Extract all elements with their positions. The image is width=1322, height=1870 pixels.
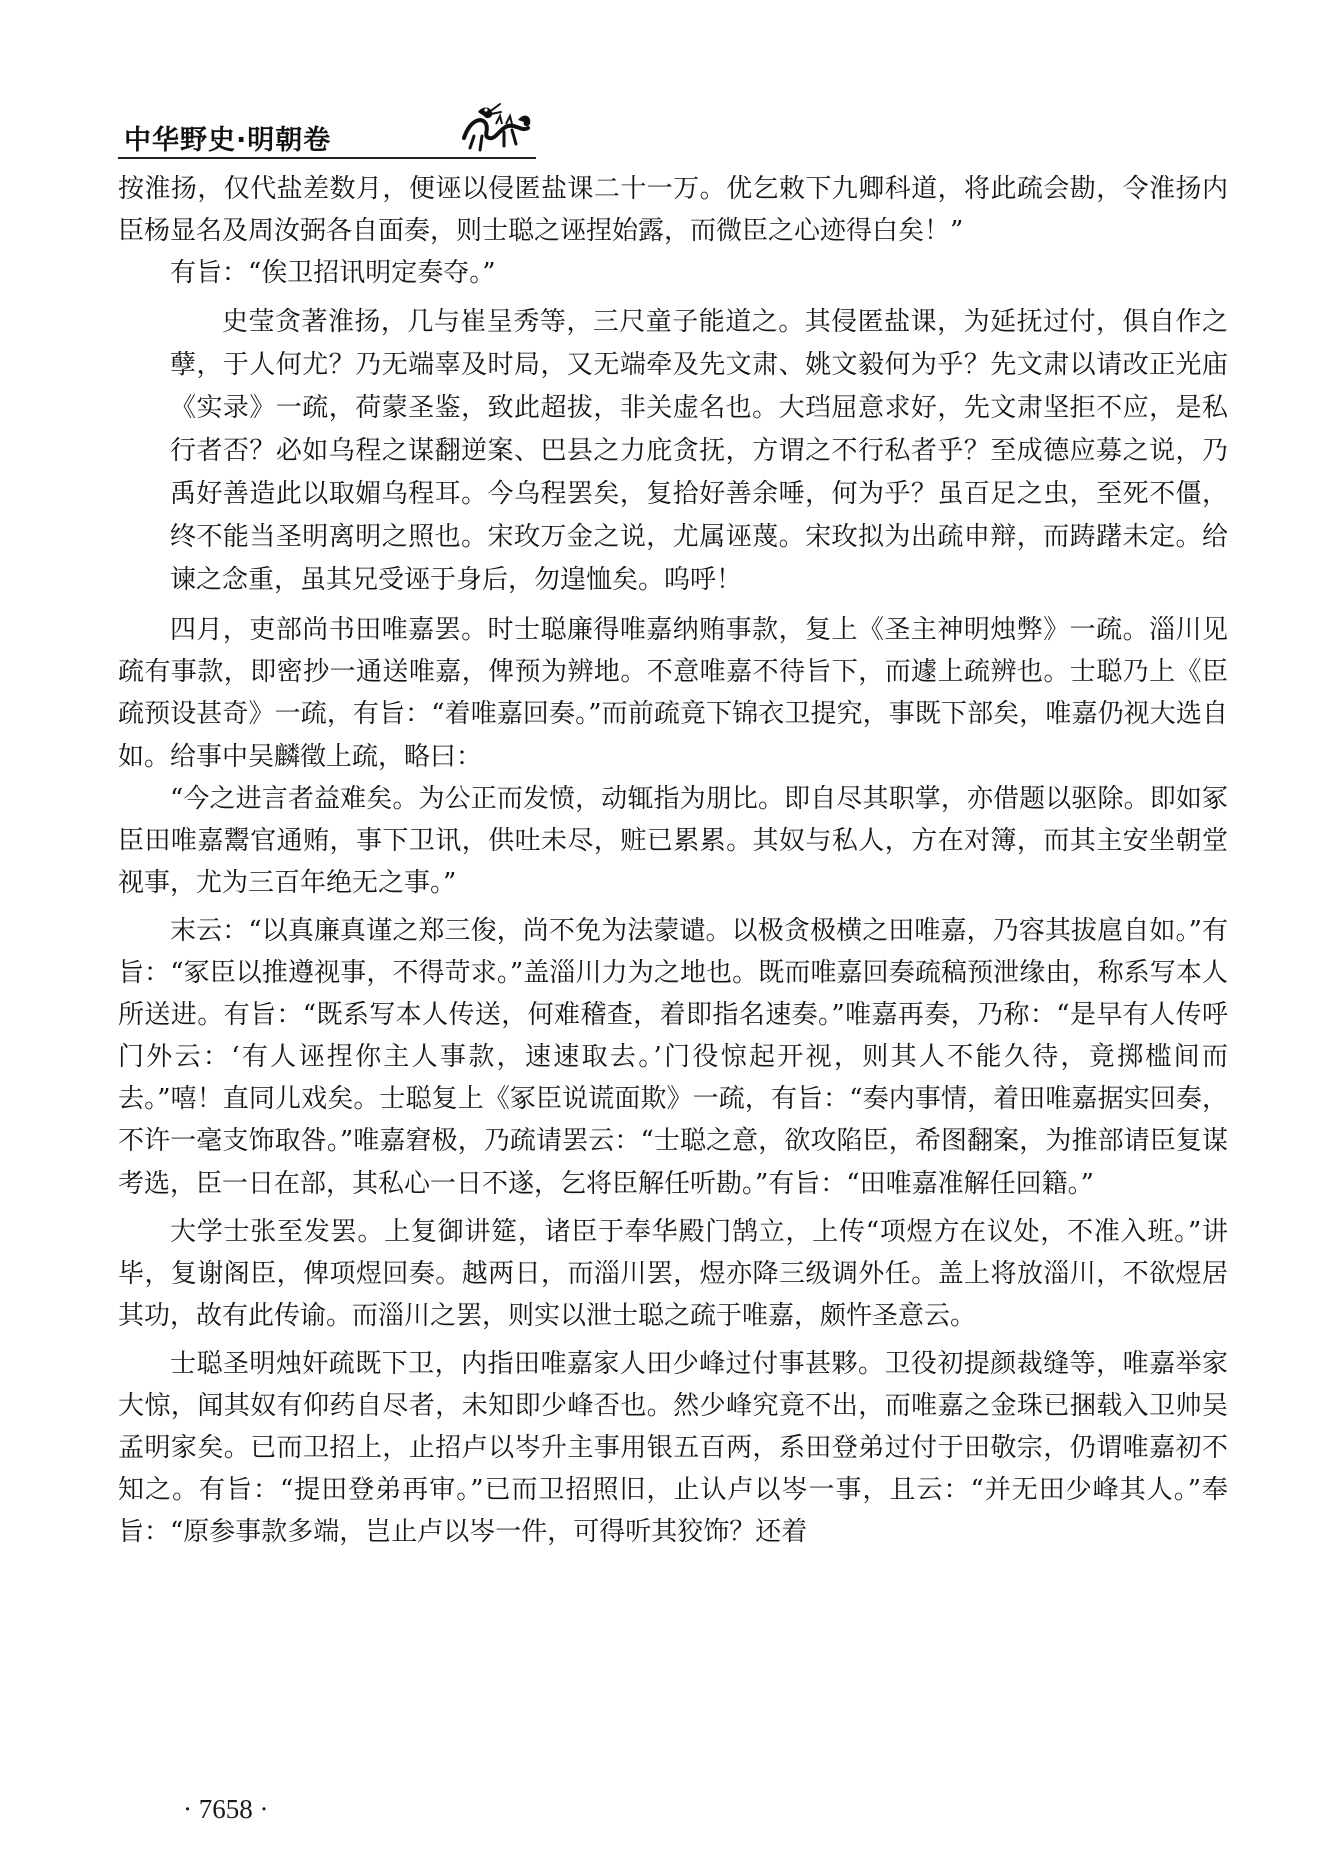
running-header	[118, 98, 536, 156]
paragraph: 按淮扬，仅代盐差数月，便诬以侵匿盐课二十一万。优乞敕下九卿科道，将此疏会勘，令淮扬内臣杨显名及周汝弼各自面奏，则士聪之诬捏始露，而微臣之心迹得白矣！”	[118, 174, 1228, 247]
book-title: 中华野史·明朝卷	[124, 125, 332, 156]
paragraph: 四月，吏部尚书田唯嘉罢。时士聪廉得唯嘉纳贿事款，复上《圣主神明烛弊》一疏。淄川见疏有事款，即密抄一通送唯嘉，俾预为辨地。不意唯嘉不待旨下，而遽上疏辨也。士聪乃上《臣疏预设甚奇》一疏，有旨：“着唯嘉回奏。”而前疏竟下锦衣卫提究，事既下部矣，唯嘉仍视大选自如。给事中吴麟徵上疏，略曰：	[118, 615, 1228, 772]
paragraph: 士聪圣明烛奸疏既下卫，内指田唯嘉家人田少峰过付事甚夥。卫役初提颜裁缝等，唯嘉举家大惊，闻其奴有仰药自尽者，未知即少峰否也。然少峰究竟不出，而唯嘉之金珠已捆载入卫帅吴孟明家矣。已而卫招上，止招卢以岑升主事用银五百两，系田登弟过付于田敬宗，仍谓唯嘉初不知之。有旨：“提田登弟再审。”已而卫招照旧，止认卢以岑一事，且云：“并无田少峰其人。”奉旨：“原参事款多端，岂止卢以岑一件，可得听其狡饰？还着	[118, 1348, 1228, 1548]
header-rule	[118, 157, 536, 159]
paragraph: 有旨：“俟卫招讯明定奏夺。”	[170, 258, 496, 289]
dragon-icon	[456, 98, 536, 156]
paragraph: 末云：“以真廉真谨之郑三俊，尚不免为法蒙谴。以极贪极横之田唯嘉，乃容其拔扈自如。”有旨：“冢臣以推遵视事，不得苛求。”盖淄川力为之地也。既而唯嘉回奏疏稿预泄缘由，称系写本人所送进。有旨：“既系写本人传送，何难稽查，着即指名速奏。”唯嘉再奏，乃称：“是早有人传呼门外云：‘有人诬捏你主人事款，速速取去。’门役惊起开视，则其人不能久待，竟掷槛间而去。”嘻！直同儿戏矣。士聪复上《冢臣说谎面欺》一疏，有旨：“奏内事情，着田唯嘉据实回奏，不许一毫支饰取咎。”唯嘉窘极，乃疏请罢云：“士聪之意，欲攻陷臣，希图翻案，为推部请臣复谋考选，臣一日在部，其私心一日不遂，乞将臣解任听勘。”有旨：“田唯嘉准解任回籍。”	[118, 915, 1228, 1199]
paragraph: “今之进言者益难矣。为公正而发愤，动辄指为朋比。即自尽其职掌，亦借题以驱除。即如冢臣田唯嘉鬻官通贿，事下卫讯，供吐未尽，赃已累累。其奴与私人，方在对簿，而其主安坐朝堂视事，尤为三百年绝无之事。”	[118, 783, 1228, 898]
page-body	[118, 168, 1228, 1553]
paragraph: 大学士张至发罢。上复御讲筵，诸臣于奉华殿门鹄立，上传“项煜方在议处，不准入班。”讲毕，复谢阁臣，俾项煜回奏。越两日，而淄川罢，煜亦降三级调外任。盖上将放淄川，不欲煜居其功，故有此传谕。而淄川之罢，则实以泄士聪之疏于唯嘉，颇忤圣意云。	[118, 1216, 1228, 1331]
commentary-block	[170, 301, 1228, 602]
paragraph: 史莹贪著淮扬，几与崔呈秀等，三尺童子能道之。其侵匿盐课，为延抚过付，俱自作之孽，于人何尤？乃无端辜及时局，又无端牵及先文肃、姚文毅何为乎？先文肃以请改正光庙《实录》一疏，荷蒙圣鉴，致此超拔，非关虚名也。大珰屈意求好，先文肃坚拒不应，是私行者否？必如乌程之谋翻逆案、巴县之力庇贪抚，方谓之不行私者乎？至成德应募之说，乃禹好善造此以取媚乌程耳。今乌程罢矣，复拾好善余唾，何为乎？虽百足之虫，至死不僵，终不能当圣明离明之照也。宋玫万金之说，尤属诬蔑。宋玫拟为出疏申辩，而踌躇未定。给谏之念重，虽其兄受诬于身后，勿遑恤矣。呜呼！	[170, 307, 1228, 596]
page-number: · 7658 ·	[183, 1794, 269, 1824]
